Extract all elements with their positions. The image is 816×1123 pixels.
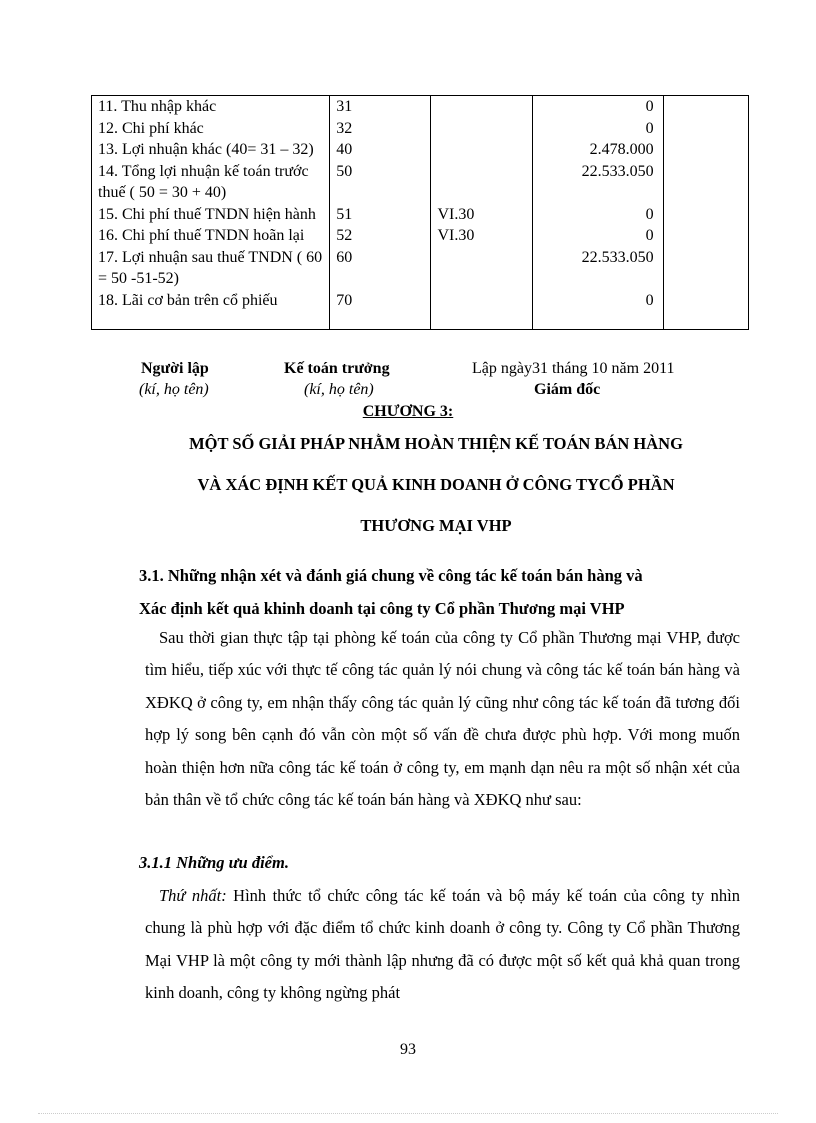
row-note [431, 139, 532, 161]
intro-paragraph [145, 622, 740, 816]
row-item: 15. Chi phí thuế TNDN hiện hành [92, 204, 330, 226]
table-row [92, 247, 749, 290]
row-code: 31 [330, 96, 431, 118]
subsection-heading: 3.1.1 Những ưu điểm. [139, 853, 289, 872]
director-label: Giám đốc [534, 381, 601, 398]
row-item: 13. Lợi nhuận khác (40= 31 – 32) [92, 139, 330, 161]
income-statement-table [91, 95, 749, 330]
row-value: 22.533.050 [532, 161, 663, 204]
row-code: 40 [330, 139, 431, 161]
row-note [431, 290, 532, 330]
row-value: 0 [532, 96, 663, 118]
row-empty [663, 290, 748, 330]
row-empty [663, 161, 748, 204]
row-item: 12. Chi phí khác [92, 118, 330, 140]
table-row [92, 139, 749, 161]
chapter-title [130, 423, 742, 546]
row-code: 50 [330, 161, 431, 204]
row-note [431, 96, 532, 118]
preparer-sign-note: (kí, họ tên) [139, 381, 209, 398]
table-row [92, 290, 749, 330]
table-row [92, 118, 749, 140]
row-item: 18. Lãi cơ bản trên cổ phiếu [92, 290, 330, 330]
page-number: 93 [400, 1041, 416, 1058]
row-value: 22.533.050 [532, 247, 663, 290]
row-note: VI.30 [431, 225, 532, 247]
row-code: 51 [330, 204, 431, 226]
intro-paragraph-text: Sau thời gian thực tập tại phòng kế toán của công ty Cổ phần Thương mại VHP, được tìm hiểu, tiếp xúc với thực tế công tác quản lý nói chung và công tác kế toán bán hàng và XĐKQ ở công ty, em nhận thấy công tác quản lý cũng như công tác kế toán đã tương đối hợp lý song bên cạnh đó vẫn còn một số vấn đề chưa được phù hợp. Với mong muốn hoàn thiện hơn nữa công tác kế toán ở công ty, em mạnh dạn nêu ra một số nhận xét của bản thân về tổ chức công tác kế toán bán hàng và XĐKQ như sau: [145, 628, 740, 810]
table-row [92, 96, 749, 118]
first-point-lead: Thứ nhất: [159, 886, 227, 905]
section-heading-line-1: 3.1. Những nhận xét và đánh giá chung về công tác kế toán bán hàng và [139, 566, 643, 585]
preparer-label: Người lập [141, 360, 209, 377]
row-value: 0 [532, 204, 663, 226]
row-value: 0 [532, 225, 663, 247]
row-note [431, 161, 532, 204]
row-value: 0 [532, 118, 663, 140]
advantages-paragraph [145, 880, 740, 1010]
table-row [92, 225, 749, 247]
row-item: 16. Chi phí thuế TNDN hoãn lại [92, 225, 330, 247]
row-empty [663, 204, 748, 226]
chapter-label: CHƯƠNG 3: [362, 403, 454, 420]
chapter-title-line-3: THƯƠNG MẠI VHP [360, 516, 512, 535]
row-note [431, 118, 532, 140]
row-empty [663, 225, 748, 247]
row-item: 14. Tổng lợi nhuận kế toán trước thuế ( 50 = 30 + 40) [92, 161, 330, 204]
row-empty [663, 96, 748, 118]
row-code: 60 [330, 247, 431, 290]
table-row [92, 161, 749, 204]
section-heading [139, 559, 749, 625]
table-row [92, 204, 749, 226]
row-value: 0 [532, 290, 663, 330]
row-empty [663, 247, 748, 290]
page-bottom-rule [38, 1113, 778, 1114]
row-item: 11. Thu nhập khác [92, 96, 330, 118]
row-code: 70 [330, 290, 431, 330]
row-value: 2.478.000 [532, 139, 663, 161]
row-item: 17. Lợi nhuận sau thuế TNDN ( 60 = 50 -51-52) [92, 247, 330, 290]
row-note [431, 247, 532, 290]
row-empty [663, 139, 748, 161]
row-code: 32 [330, 118, 431, 140]
section-heading-line-2: Xác định kết quả khinh doanh tại công ty Cổ phần Thương mại VHP [139, 599, 625, 618]
first-point-text: Hình thức tổ chức công tác kế toán và bộ máy kế toán của công ty nhìn chung là phù hợp với đặc điểm tổ chức kinh doanh ở công ty. Công ty Cổ phần Thương Mại VHP là một công ty mới thành lập nhưng đã có được một số kết quả khả quan trong kinh doanh, công ty không ngừng phát [145, 886, 740, 1003]
report-date: Lập ngày31 tháng 10 năm 2011 [472, 360, 675, 377]
row-empty [663, 118, 748, 140]
chief-accountant-label: Kế toán trưởng [284, 360, 390, 377]
row-note: VI.30 [431, 204, 532, 226]
row-code: 52 [330, 225, 431, 247]
chief-accountant-sign-note: (kí, họ tên) [304, 381, 374, 398]
chapter-title-line-2: VÀ XÁC ĐỊNH KẾT QUẢ KINH DOANH Ở CÔNG TYCỔ PHẦN [197, 475, 675, 494]
chapter-title-line-1: MỘT SỐ GIẢI PHÁP NHẰM HOÀN THIỆN KẾ TOÁN BÁN HÀNG [189, 434, 683, 453]
